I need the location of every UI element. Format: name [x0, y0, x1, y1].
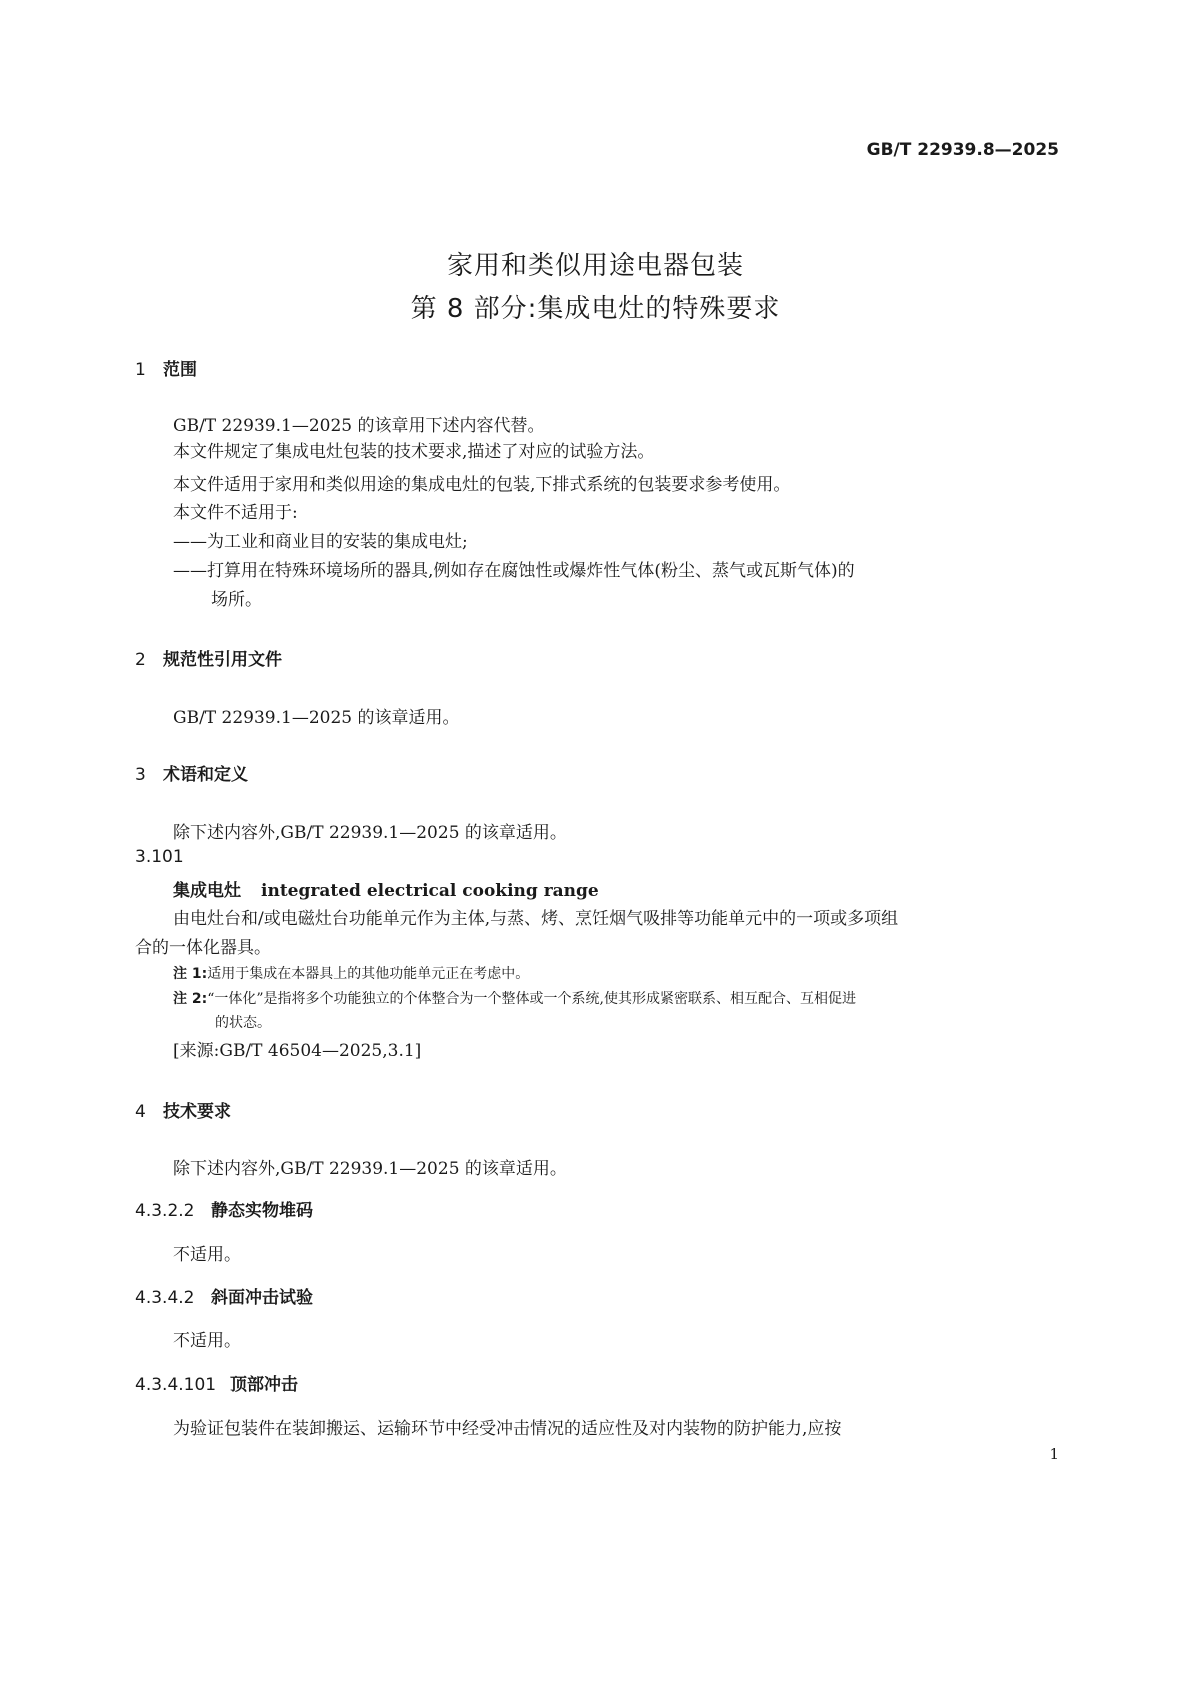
paragraph: 不适用。: [173, 1245, 241, 1265]
subsection-4-3-4-101-heading: [135, 1370, 298, 1395]
list-item: ——为工业和商业目的安装的集成电灶;: [173, 532, 468, 552]
section-2-heading: [135, 645, 282, 670]
list-item: ——打算用在特殊环境场所的器具,例如存在腐蚀性或爆炸性气体(粉尘、蒸气或瓦斯气体)的: [173, 561, 855, 581]
document-subtitle: 第 8 部分:集成电灶的特殊要求: [410, 294, 781, 324]
section-number: 2: [135, 650, 146, 670]
term-english: integrated electrical cooking range: [261, 881, 599, 901]
note-text: 适用于集成在本器具上的其他功能单元正在考虑中。: [207, 966, 530, 982]
paragraph: 本文件不适用于:: [173, 503, 298, 523]
paragraph: 除下述内容外,GB/T 22939.1—2025 的该章适用。: [173, 1159, 567, 1179]
standard-number: GB/T 22939.8—2025: [866, 140, 1059, 160]
section-title: 术语和定义: [163, 765, 248, 785]
note-2-continuation: 的状态。: [215, 1015, 271, 1031]
definition-continuation: 合的一体化器具。: [135, 938, 271, 958]
subsection-title: 斜面冲击试验: [211, 1288, 313, 1308]
section-1-heading: [135, 355, 197, 380]
note-2: [173, 988, 856, 1008]
section-title: 规范性引用文件: [163, 650, 282, 670]
subsection-title: 静态实物堆码: [211, 1201, 313, 1221]
subsection-4-3-2-2-heading: [135, 1196, 313, 1221]
paragraph: 为验证包装件在装卸搬运、运输环节中经受冲击情况的适应性及对内装物的防护能力,应按: [173, 1419, 842, 1439]
term-chinese: 集成电灶: [173, 881, 241, 901]
paragraph: GB/T 22939.1—2025 的该章用下述内容代替。: [173, 416, 545, 436]
note-1: [173, 963, 529, 983]
paragraph: GB/T 22939.1—2025 的该章适用。: [173, 708, 460, 728]
page-number: 1: [1049, 1445, 1059, 1463]
term-number: 3.101: [135, 847, 184, 867]
section-title: 范围: [163, 360, 197, 380]
note-text: “一体化”是指将多个功能独立的个体整合为一个整体或一个系统,使其形成紧密联系、相互配合、互相促进: [207, 991, 856, 1007]
subsection-title: 顶部冲击: [230, 1375, 298, 1395]
note-label: 注 2:: [173, 991, 208, 1007]
section-number: 3: [135, 765, 146, 785]
source-reference: [来源:GB/T 46504—2025,3.1]: [173, 1041, 422, 1061]
list-item-continuation: 场所。: [211, 590, 262, 610]
paragraph: 不适用。: [173, 1331, 241, 1351]
section-4-heading: [135, 1097, 231, 1122]
paragraph: 除下述内容外,GB/T 22939.1—2025 的该章适用。: [173, 823, 567, 843]
note-label: 注 1:: [173, 966, 208, 982]
subsection-number: 4.3.2.2: [135, 1201, 195, 1221]
term-entry: [173, 876, 599, 901]
section-title: 技术要求: [163, 1102, 231, 1122]
definition: 由电灶台和/或电磁灶台功能单元作为主体,与蒸、烤、烹饪烟气吸排等功能单元中的一项或多项组: [173, 909, 899, 929]
section-number: 1: [135, 360, 146, 380]
paragraph: 本文件适用于家用和类似用途的集成电灶的包装,下排式系统的包装要求参考使用。: [173, 475, 791, 495]
section-number: 4: [135, 1102, 146, 1122]
document-title: 家用和类似用途电器包装: [446, 251, 744, 281]
subsection-4-3-4-2-heading: [135, 1283, 313, 1308]
paragraph: 本文件规定了集成电灶包装的技术要求,描述了对应的试验方法。: [173, 442, 655, 462]
subsection-number: 4.3.4.2: [135, 1288, 195, 1308]
subsection-number: 4.3.4.101: [135, 1375, 217, 1395]
section-3-heading: [135, 760, 248, 785]
